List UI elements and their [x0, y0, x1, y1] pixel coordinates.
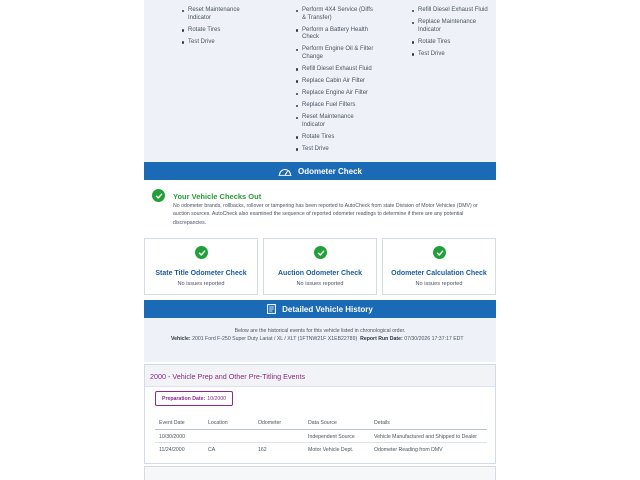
- odometer-icon: [278, 167, 292, 176]
- list-item: Refill Diesel Exhaust Fluid: [412, 7, 492, 15]
- column-header: Event Date: [159, 420, 185, 426]
- cell-source: Motor Vehicle Dept.: [308, 447, 354, 453]
- maintenance-list-2: [296, 7, 376, 158]
- document-icon: [267, 304, 276, 314]
- run-date-value: 07/30/2026 17:37:17 EDT: [404, 336, 464, 342]
- cell-location: CA: [208, 447, 216, 453]
- list-item: Replace Fuel Filters: [296, 102, 376, 110]
- summary-title: Your Vehicle Checks Out: [173, 192, 262, 201]
- cell-date: 11/24/2000: [159, 447, 185, 453]
- list-item: Reset Maintenance Indicator: [296, 114, 376, 129]
- check-icon: [314, 246, 327, 259]
- column-header: Odometer: [258, 420, 282, 426]
- event-header: [145, 365, 495, 387]
- next-event-block: [144, 466, 496, 480]
- maintenance-section: [144, 0, 496, 162]
- cell-source: Independent Source: [308, 433, 355, 440]
- card-title: State Title Odometer Check: [155, 270, 247, 277]
- list-item: Test Drive: [412, 51, 492, 59]
- odometer-calculation-card: [382, 238, 496, 295]
- event-block: [144, 364, 496, 464]
- list-item: Rotate Tires: [182, 27, 262, 35]
- card-title: Auction Odometer Check: [277, 270, 362, 277]
- list-item: Replace Maintenance Indicator: [412, 19, 492, 34]
- cell-details: Vehicle Manufactured and Shipped to Dealer: [374, 433, 477, 440]
- odometer-check-header: [144, 162, 496, 180]
- events-table: [155, 416, 487, 457]
- maintenance-list-3: [412, 7, 492, 63]
- auction-odometer-card: [263, 238, 377, 295]
- list-item: Perform Engine Oil & Filter Change: [296, 46, 376, 61]
- table-header: [155, 416, 487, 430]
- section-title: Detailed Vehicle History: [282, 304, 373, 314]
- cell-date: 10/30/2000: [159, 433, 185, 440]
- list-item: Test Drive: [182, 39, 262, 47]
- list-item: Refill Diesel Exhaust Fluid: [296, 66, 376, 74]
- cell-details: Odometer Reading from DMV: [374, 447, 443, 453]
- prep-label: Preparation Date:: [162, 395, 206, 402]
- odometer-summary: [144, 180, 496, 234]
- vehicle-label: Vehicle:: [171, 336, 191, 342]
- list-item: Perform a Battery Health Check: [296, 27, 376, 42]
- cell-odometer: 162: [258, 447, 267, 453]
- table-row: [155, 430, 487, 444]
- summary-text: No odometer brands, rollbacks, rollover or tampering has been reported to AutoCheck from state Division of Motor Vehicles (DMV) or auction sources. AutoCheck also examined the sequence of reported odometer readings to determine if there are any potential discrepancies.: [173, 203, 478, 226]
- history-intro-text: Below are the historical events for this vehicle listed in chronological order.: [234, 328, 406, 334]
- preparation-date-badge: [155, 391, 233, 406]
- history-intro: [144, 318, 496, 362]
- section-title: Odometer Check: [297, 166, 363, 176]
- card-status: No issues reported: [177, 281, 225, 287]
- card-status: No issues reported: [415, 281, 463, 287]
- column-header: Location: [208, 420, 228, 426]
- list-item: Reset Maintenance Indicator: [182, 7, 262, 22]
- list-item: Rotate Tires: [296, 134, 376, 142]
- column-header: Data Source: [308, 420, 337, 426]
- maintenance-list-1: [182, 7, 262, 51]
- state-title-odometer-card: [144, 238, 258, 295]
- check-icon: [433, 246, 446, 259]
- check-icon: [195, 246, 208, 259]
- list-item: Replace Cabin Air Filter: [296, 78, 376, 86]
- list-item: Test Drive: [296, 146, 376, 154]
- vehicle-report: [144, 0, 496, 480]
- vehicle-value: 2001 Ford F-250 Super Duty Lariat / XL / XLT (1FTNW21F X1EB22789): [192, 336, 358, 342]
- vehicle-info-line: [171, 336, 464, 342]
- event-title: 2000 - Vehicle Prep and Other Pre-Titling Events: [150, 372, 306, 381]
- run-date-label: Report Run Date:: [360, 336, 403, 342]
- list-item: Rotate Tires: [412, 39, 492, 47]
- card-title: Odometer Calculation Check: [391, 270, 487, 277]
- list-item: Perform 4X4 Service (Diffs & Transfer): [296, 7, 376, 22]
- card-status: No issues reported: [296, 281, 344, 287]
- list-item: Replace Engine Air Filter: [296, 90, 376, 98]
- column-header: Details: [374, 420, 390, 426]
- detailed-history-header: [144, 300, 496, 318]
- prep-value: 10/2000: [207, 395, 227, 402]
- table-row: [155, 443, 487, 457]
- check-icon: [152, 189, 165, 202]
